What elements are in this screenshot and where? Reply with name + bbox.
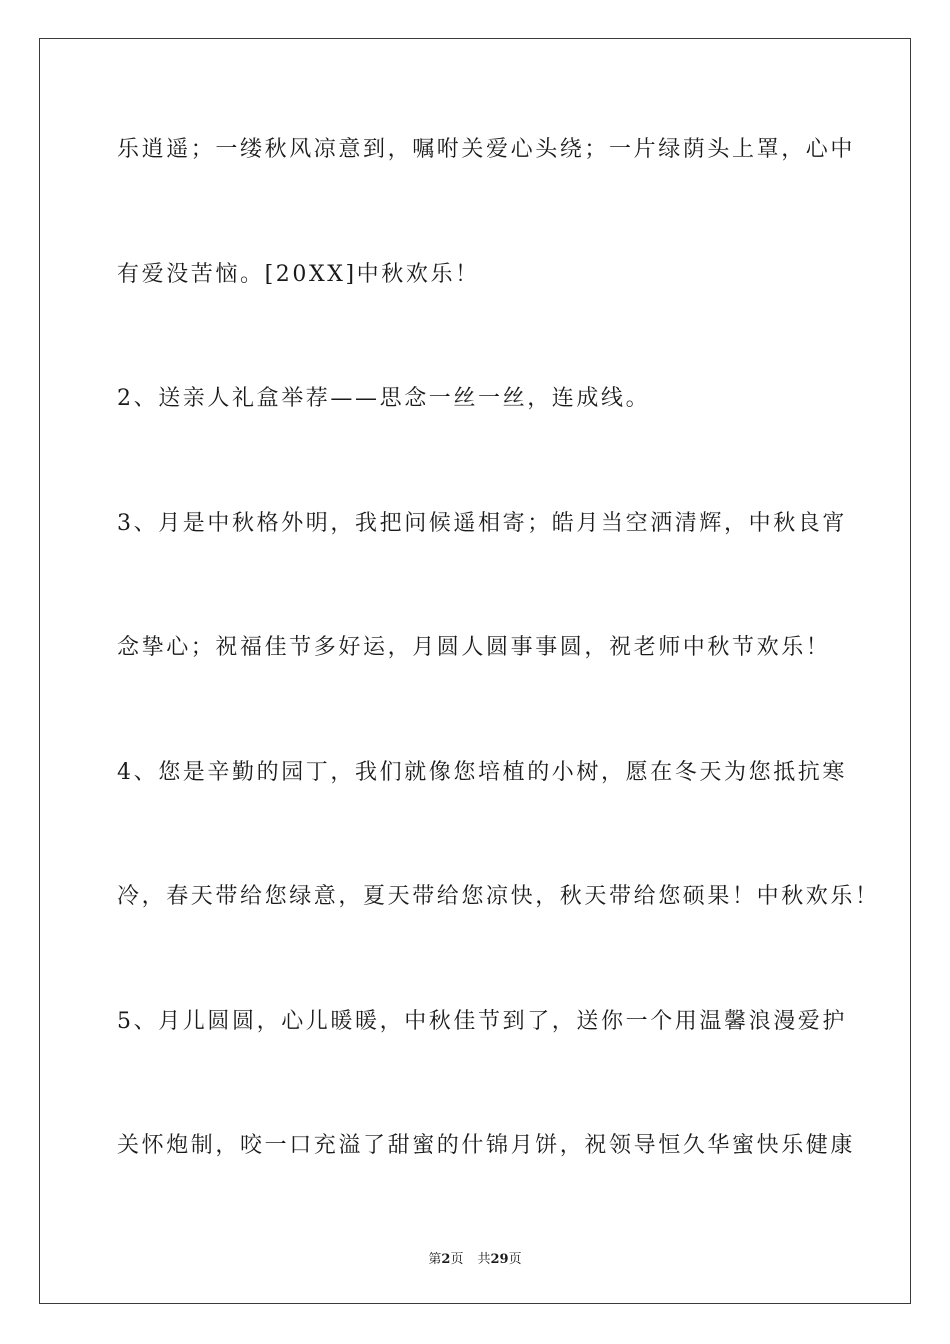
total-prefix: 共 — [477, 1252, 491, 1267]
text-line-9: 关怀炮制，咬一口充溢了甜蜜的什锦月饼，祝领导恒久华蜜快乐健康 — [117, 1133, 856, 1158]
text-line-4: 3、月是中秋格外明，我把问候遥相寄；皓月当空洒清辉，中秋良宵 — [117, 511, 847, 536]
text-line-3: 2、送亲人礼盒举荐——思念一丝一丝，连成线。 — [117, 386, 651, 411]
text-line-6: 4、您是辛勤的园丁，我们就像您培植的小树，愿在冬天为您抵抗寒 — [117, 760, 847, 785]
page-suffix: 页 — [450, 1252, 464, 1267]
current-page-number: 2 — [441, 1252, 451, 1267]
total-page-count: 29 — [490, 1252, 509, 1267]
page-footer — [0, 1248, 950, 1267]
text-line-2: 有爱没苦恼。[20XX]中秋欢乐！ — [117, 262, 480, 287]
text-line-1: 乐逍遥；一缕秋风凉意到，嘱咐关爱心头绕；一片绿荫头上罩，心中 — [117, 137, 856, 162]
text-line-7: 冷，春天带给您绿意，夏天带给您凉快，秋天带给您硕果！中秋欢乐！ — [117, 884, 880, 909]
page-frame — [39, 38, 911, 1304]
text-line-5: 念挚心；祝福佳节多好运，月圆人圆事事圆，祝老师中秋节欢乐！ — [117, 635, 831, 660]
total-suffix: 页 — [508, 1252, 522, 1267]
text-line-8: 5、月儿圆圆，心儿暖暖，中秋佳节到了，送你一个用温馨浪漫爱护 — [117, 1009, 847, 1034]
page-prefix: 第 — [428, 1252, 442, 1267]
